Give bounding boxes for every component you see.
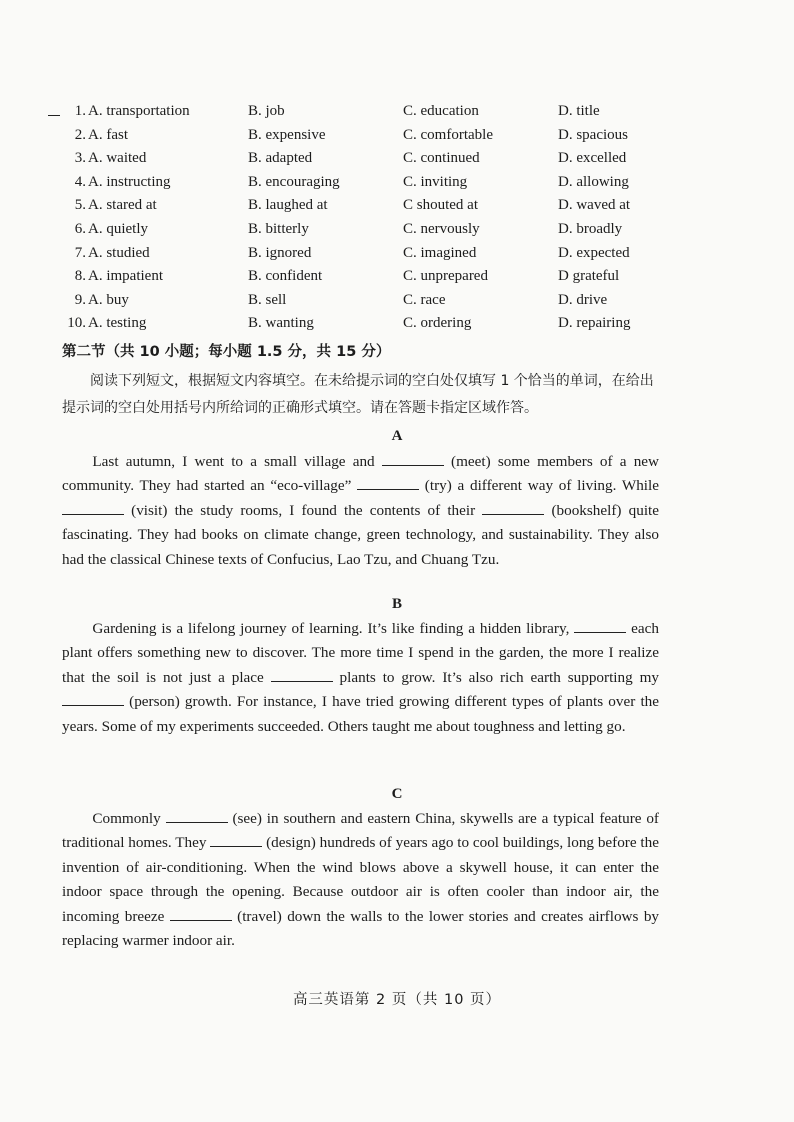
passage-a <box>62 450 659 572</box>
option-d: D. waved at <box>558 197 631 214</box>
option-row <box>0 100 794 124</box>
question-number: 4. <box>74 173 86 190</box>
question-number: 5. <box>74 197 86 214</box>
option-d: D. title <box>558 103 600 119</box>
fill-blank[interactable] <box>170 908 232 921</box>
option-row <box>0 265 794 289</box>
option-d: D. repairing <box>558 315 631 332</box>
passage-a-letter: A <box>391 428 403 444</box>
passage-text: each plant offers something new to discover. The more time I spend in the garden, the more I realize that the soil is not just a place <box>62 620 659 686</box>
option-d: D. spacious <box>558 126 628 143</box>
option-row <box>0 171 794 195</box>
option-c: C. continued <box>403 150 480 167</box>
fill-blank[interactable] <box>166 810 228 823</box>
option-c: C. imagined <box>403 244 477 261</box>
option-a: A. transportation <box>88 103 190 119</box>
question-number: 3. <box>74 150 86 167</box>
passage-text: (visit) the study rooms, I found the contents of their <box>124 501 483 519</box>
passage-b <box>62 617 659 739</box>
option-row <box>0 194 794 218</box>
option-row <box>0 312 794 336</box>
fill-blank[interactable] <box>357 477 419 490</box>
question-number: 9. <box>74 291 86 308</box>
option-d: D. expected <box>558 244 630 261</box>
option-d: D. broadly <box>558 220 623 237</box>
option-d: D. allowing <box>558 173 629 190</box>
passage-text: Gardening is a lifelong journey of learning. It’s like finding a hidden library, <box>92 620 575 637</box>
option-b: B. wanting <box>248 315 314 332</box>
option-d: D grateful <box>558 268 620 285</box>
option-d: D. drive <box>558 291 608 308</box>
question-number: 10. <box>67 315 86 332</box>
option-row <box>0 242 794 266</box>
option-row <box>0 147 794 171</box>
option-b: B. ignored <box>248 244 312 261</box>
passage-text: (design) hundreds of years ago to cool buildings, long before the invention of air-conditioning. When the wind blows above a skywell house, it can enter the indoor space through the opening. Because outdoor air is often cooler than indoor air, the incoming breeze <box>62 834 659 925</box>
option-b: B. sell <box>248 291 287 308</box>
option-a: A. testing <box>88 315 147 332</box>
passage-b-letter: B <box>391 596 402 612</box>
answer-options <box>0 100 794 336</box>
passage-text: Commonly <box>92 810 166 827</box>
option-c: C shouted at <box>403 197 478 214</box>
option-c: C. comfortable <box>403 126 493 143</box>
option-c: C. unprepared <box>403 268 488 285</box>
fill-blank[interactable] <box>574 620 626 633</box>
option-a: A. quietly <box>88 220 148 237</box>
option-row <box>0 289 794 313</box>
option-a: A. stared at <box>88 197 157 214</box>
option-c: C. ordering <box>403 315 472 332</box>
fill-blank[interactable] <box>482 502 544 515</box>
option-b: B. job <box>248 103 285 119</box>
option-row <box>0 218 794 242</box>
passage-text: (travel) down the walls to the lower stories and creates airflows by replacing warmer indoor air. <box>62 907 660 950</box>
question-number: 2. <box>74 126 86 143</box>
passage-text: plants to grow. It’s also rich earth supporting my <box>332 668 659 686</box>
passage-text: (try) a different way of living. While <box>419 477 659 495</box>
option-a: A. buy <box>88 291 129 308</box>
option-b: B. bitterly <box>248 220 309 237</box>
passage-c <box>62 807 659 953</box>
passage-text: (meet) some members of a new community. They had started an “eco-village” <box>62 453 659 495</box>
option-a: A. studied <box>88 244 150 261</box>
option-d: D. excelled <box>558 150 627 167</box>
option-row <box>0 124 794 148</box>
fill-blank[interactable] <box>382 453 444 466</box>
option-b: B. confident <box>248 268 323 285</box>
section-title: 第二节（共 10 小题；每小题 1.5 分，共 15 分） <box>62 344 391 360</box>
passage-text: Last autumn, I went to a small village and <box>92 453 382 470</box>
option-c: C. education <box>403 103 479 119</box>
question-number: 7. <box>74 244 86 261</box>
option-a: A. impatient <box>88 268 163 285</box>
fill-blank[interactable] <box>210 834 262 847</box>
option-a: A. waited <box>88 150 147 167</box>
option-b: B. laughed at <box>248 197 328 214</box>
question-number: 1. <box>74 103 86 119</box>
section-instruction: 阅读下列短文，根据短文内容填空。在未给提示词的空白处仅填写 1 个恰当的单词，在给出提示词的空白处用括号内所给词的正确形式填空。请在答题卡指定区域作答。 <box>62 373 654 416</box>
fill-blank[interactable] <box>62 693 124 706</box>
option-b: B. expensive <box>248 126 326 143</box>
passage-text: (bookshelf) quite fascinating. They had books on climate change, green technology, and sustainability. They also had the classical Chinese texts of Confucius, Lao Tzu, and Chuang Tzu. <box>62 501 659 568</box>
option-c: C. nervously <box>403 220 480 237</box>
option-a: A. fast <box>88 126 128 143</box>
passage-text: (see) in southern and eastern China, skywells are a typical feature of traditional homes. They <box>62 810 659 852</box>
option-c: C. race <box>403 291 446 308</box>
fill-blank[interactable] <box>271 669 333 682</box>
passage-c-letter: C <box>391 786 403 802</box>
passage-text: (person) growth. For instance, I have tried growing different types of plants over the years. Some of my experiments succeeded. Others taught me about toughness and letting go. <box>62 693 659 735</box>
option-c: C. inviting <box>403 173 468 190</box>
option-b: B. adapted <box>248 150 313 167</box>
fill-blank[interactable] <box>62 502 124 515</box>
option-a: A. instructing <box>88 173 171 190</box>
question-number: 6. <box>74 220 86 237</box>
page-footer: 高三英语第 2 页（共 10 页） <box>292 992 502 1008</box>
question-number: 8. <box>74 268 86 285</box>
option-b: B. encouraging <box>248 173 340 190</box>
